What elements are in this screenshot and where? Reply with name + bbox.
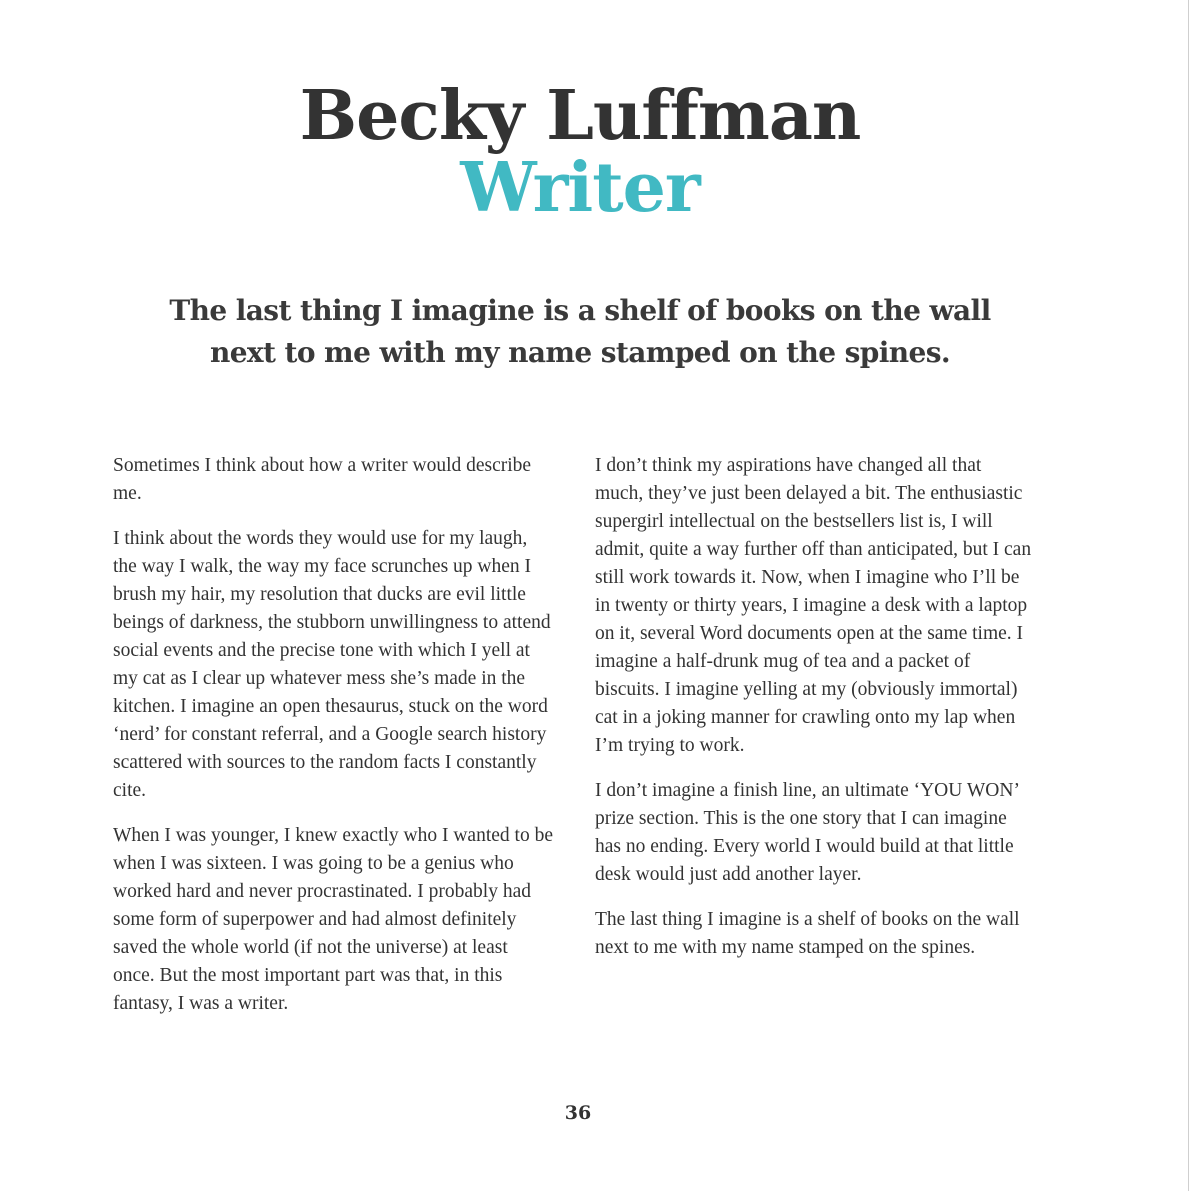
title-block: [0, 76, 1160, 228]
author-name: Becky Luffman: [299, 76, 861, 156]
body-paragraph: The last thing I imagine is a shelf of books on the wall next to me with my name stamped on the spines.: [595, 909, 1020, 958]
body-column-left: [113, 452, 553, 1035]
author-role: Writer: [460, 148, 700, 228]
body-paragraph: When I was younger, I knew exactly who I wanted to be when I was sixteen. I was going to be a genius who worked hard and never procrastinated. I probably had some form of superpower and had almost definitely saved the whole world (if not the universe) at least once. But the most important part was that, in this fantasy, I was a writer.: [113, 825, 553, 1014]
body-paragraph: I don’t imagine a finish line, an ultimate ‘YOU WON’ prize section. This is the one story that I can imagine has no ending. Every world I would build at that little desk would just add another layer.: [595, 780, 1019, 885]
body-paragraph: Sometimes I think about how a writer would describe me.: [113, 455, 532, 504]
pull-quote: [160, 290, 1000, 374]
body-paragraph: I don’t think my aspirations have changed all that much, they’ve just been delayed a bit. The enthusiastic supergirl intellectual on the bestsellers list is, I will admit, quite a way further off than anticipated, but I can still work towards it. Now, when I imagine who I’ll be in twenty or thirty years, I imagine a desk with a laptop on it, several Word documents open at the same time. I imagine a half-drunk mug of tea and a packet of biscuits. I imagine yelling at my (obviously immortal) cat in a joking manner for crawling onto my lap when I’m trying to work.: [595, 455, 1032, 756]
pull-quote-line-1: The last thing I imagine is a shelf of books on the wall: [169, 294, 991, 327]
pull-quote-line-2: next to me with my name stamped on the spines.: [209, 336, 951, 369]
page-edge-divider: [1188, 0, 1189, 1191]
body-column-right: [595, 452, 1033, 979]
page-number: 36: [564, 1102, 592, 1124]
body-paragraph: I think about the words they would use for my laugh, the way I walk, the way my face scrunches up when I brush my hair, my resolution that ducks are evil little beings of darkness, the stubborn unwillingness to attend social events and the precise tone with which I yell at my cat as I clear up whatever mess she’s made in the kitchen. I imagine an open thesaurus, stuck on the word ‘nerd’ for constant referral, and a Google search history scattered with sources to the random facts I constantly cite.: [113, 528, 551, 801]
